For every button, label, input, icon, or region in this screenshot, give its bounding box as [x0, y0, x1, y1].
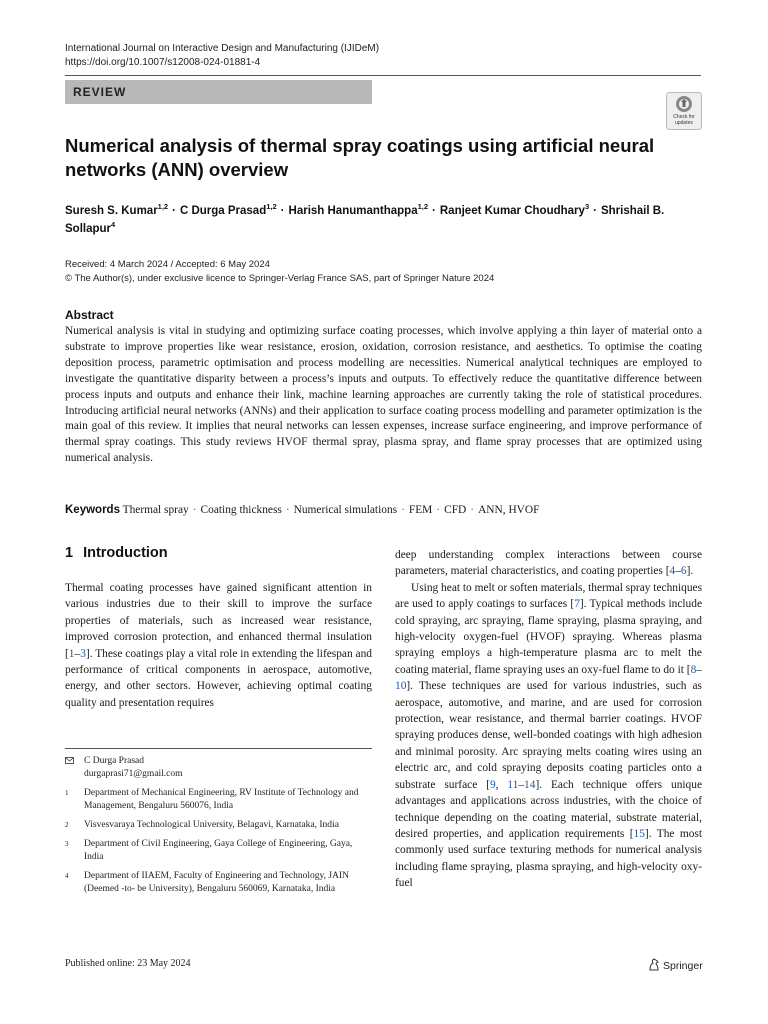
citation-link[interactable]: 14 — [524, 778, 536, 791]
author-list — [65, 202, 685, 238]
article-title: Numerical analysis of thermal spray coatings using artificial neural networks (ANN) overview — [65, 135, 655, 180]
doi-link[interactable]: https://doi.org/10.1007/s12008-024-01881-4 — [65, 57, 261, 68]
text-run: ]. The most commonly used surface texturing methods for numerical analysis including flame spraying, plasma spraying, and high-velocity oxy-fuel — [395, 827, 702, 890]
article-type-label: REVIEW — [73, 85, 127, 99]
abstract-text: Numerical analysis is vital in studying and optimizing surface coating processes, which involve applying a thin layer of material onto a substrate to improve properties like wear resistance, erosion, oxidation, corrosion resistance, and aesthetics. To optimise the coating deposition process, parametric optimisation and process modelling are necessities. Numerical analytical techniques are employed to investigate the quantitative disparity between a process’s inputs and outputs. To effectively reduce the quantitative difference between process inputs and outputs and enhance their link, machine learning approaches are currently taking the role of statistical procedures. Introducing artificial neural networks (ANNs) and their application to surface coating process modelling and parameter optimization is the main goal of this review. It implies that neural networks can lessen expenses, increase surface engineering, and improve performance of thermal spray coatings. This study reviews HVOF thermal spray, plasma spray, and flame spray processes that are optimized using numerical analysis. — [65, 325, 702, 465]
text-run: deep understanding complex interactions between course parameters, material characteristics, and coating properties [ — [395, 549, 702, 578]
received-accepted-dates: Received: 4 March 2024 / Accepted: 6 May 2024 — [65, 259, 270, 270]
footnote-rule — [65, 748, 372, 749]
text-run: ]. — [686, 565, 694, 578]
citation-link[interactable]: 9 — [489, 778, 496, 791]
publisher-logo — [648, 958, 703, 972]
affiliation-number: 2 — [65, 821, 69, 829]
footnotes — [65, 755, 372, 902]
author-name[interactable]: Ranjeet Kumar Choudhary — [439, 205, 585, 217]
badge-line-1: Check for — [673, 114, 695, 120]
section-number: 1 — [65, 545, 74, 561]
keyword: Thermal spray — [122, 504, 189, 516]
intro-paragraph-1-continued — [395, 547, 702, 580]
keywords-line — [65, 502, 702, 518]
corresponding-email[interactable]: durgaprasi71@gmail.com — [84, 769, 183, 779]
keyword: ANN, HVOF — [478, 504, 540, 516]
body-column-right — [395, 547, 702, 892]
citation-link[interactable]: 1 — [68, 647, 75, 660]
affiliation-text: Visvesvaraya Technological University, Belagavi, Karnataka, India — [84, 820, 339, 830]
text-run: – — [518, 778, 525, 791]
abstract-heading: Abstract — [65, 308, 114, 322]
envelope-icon — [65, 757, 74, 764]
body-column-left — [65, 580, 372, 711]
keyword: CFD — [444, 504, 467, 516]
keyword-separator: · — [470, 504, 475, 516]
affiliation-item — [65, 870, 372, 896]
citation-link[interactable]: 3 — [80, 647, 86, 660]
affiliation-item — [65, 838, 372, 864]
check-for-updates-badge[interactable] — [666, 92, 702, 130]
author-separator: · — [280, 205, 285, 217]
corresponding-name: C Durga Prasad — [84, 756, 144, 766]
article-history — [65, 258, 665, 286]
author-separator: · — [432, 205, 436, 217]
journal-header — [65, 42, 379, 70]
affiliation-text: Department of Mechanical Engineering, RV Institute of Technology and Management, Bengaluru 560076, India — [84, 788, 359, 811]
affiliation-number: 4 — [65, 872, 69, 880]
published-date: Published online: 23 May 2024 — [65, 958, 191, 969]
citation-link[interactable]: 10 — [395, 680, 407, 693]
affiliation-number: 3 — [65, 840, 69, 848]
author-affiliation-marker: 1,2 — [266, 202, 277, 212]
springer-horse-icon — [648, 958, 660, 971]
section-heading-introduction — [65, 545, 168, 561]
badge-line-2: updates — [675, 120, 693, 126]
keyword-separator: · — [436, 504, 441, 516]
header-rule — [65, 75, 701, 76]
citation-link[interactable]: 15 — [633, 827, 645, 840]
affiliation-item — [65, 787, 372, 813]
affiliation-number: 1 — [65, 789, 69, 797]
affiliation-list — [65, 787, 372, 896]
text-run: – — [74, 647, 81, 660]
copyright-line: © The Author(s), under exclusive licence to Springer-Verlag France SAS, part of Springer Nature 2024 — [65, 273, 495, 284]
article-type-band — [65, 80, 372, 104]
text-run: Using heat to melt or soften materials, thermal spray techniques are used to apply coatings to surfaces [ — [395, 581, 703, 611]
corresponding-author — [65, 755, 372, 781]
keyword-separator: · — [192, 504, 197, 516]
affiliation-item — [65, 819, 372, 832]
citation-link[interactable]: 6 — [680, 565, 687, 578]
journal-name: International Journal on Interactive Design and Manufacturing (IJIDeM) — [65, 43, 380, 54]
intro-paragraph-1 — [65, 580, 372, 711]
author-name[interactable]: Shrishail B. Sollapur — [65, 205, 665, 235]
text-run: , — [495, 778, 508, 791]
keyword-separator: · — [401, 504, 405, 516]
keyword-separator: · — [285, 504, 290, 516]
citation-link[interactable]: 4 — [669, 565, 676, 578]
keywords-label: Keywords — [65, 504, 120, 516]
citation-link[interactable]: 8 — [690, 663, 697, 676]
badge-text — [666, 114, 702, 126]
author-affiliation-marker: 1,2 — [417, 202, 429, 212]
text-run: ]. Each technique offers unique advantages and applications across industries, with the choice of technique depending on the coating material, substrate material, desired properties, and application requirements [ — [395, 778, 702, 840]
text-run: ]. These techniques are used for various industries, such as aerospace, automotive, and marine, and are used for corrosion protection, wear resistance, and thermal barrier coatings. HVOF spraying produces dense, well-bonded coatings with high adhesion and minimal porosity. Arc spraying melts coating wires using an electric arc, and cold spraying deposits coating particles onto a substrate surface [ — [395, 680, 702, 791]
author-name[interactable]: C Durga Prasad — [179, 205, 267, 217]
keyword: FEM — [408, 504, 433, 516]
citation-link[interactable]: 11 — [507, 778, 519, 791]
publisher-name: Springer — [663, 960, 703, 972]
keyword: Coating thickness — [200, 504, 282, 516]
author-affiliation-marker: 3 — [584, 202, 590, 212]
affiliation-text: Department of Civil Engineering, Gaya College of Engineering, Gaya, India — [84, 839, 353, 862]
citation-link[interactable]: 7 — [574, 598, 580, 611]
author-separator: · — [172, 205, 176, 217]
text-run: – — [696, 663, 702, 676]
section-title: Introduction — [83, 545, 168, 561]
author-affiliation-marker: 4 — [111, 220, 116, 230]
text-run: Thermal coating processes have gained significant attention in various industries due to their skill to improve the surface properties of materials, such as increased wear resistance, improved corrosion protection, and enhanced thermal insulation [ — [65, 582, 372, 660]
text-run: – — [675, 565, 681, 578]
author-affiliation-marker: 1,2 — [157, 202, 169, 212]
keyword-list — [123, 504, 540, 516]
intro-paragraph-2 — [395, 580, 702, 892]
affiliation-text: Department of IIAEM, Faculty of Engineering and Technology, JAIN (Deemed -to- be University), Bengaluru 560069, Karnataka, India — [84, 871, 350, 894]
text-run: ]. Typical methods include cold spraying, arc spraying, flame spraying, plasma spraying, and high-velocity oxygen-fuel (HVOF) spraying. Whereas plasma spraying employs a high-temperature plasma arc to melt the coating material, flame spraying uses an oxy-fuel flame to do it [ — [395, 598, 703, 676]
author-name[interactable]: Suresh S. Kumar — [65, 205, 158, 217]
author-separator: · — [593, 205, 597, 217]
keyword: Numerical simulations — [293, 504, 398, 516]
text-run: ]. These coatings play a vital role in extending the lifespan and performance of critical components in aerospace, automotive, energy, and other sectors. However, achieving optimal coating quality and presentation requires — [65, 647, 372, 709]
author-name[interactable]: Harish Hanumanthappa — [288, 205, 418, 217]
